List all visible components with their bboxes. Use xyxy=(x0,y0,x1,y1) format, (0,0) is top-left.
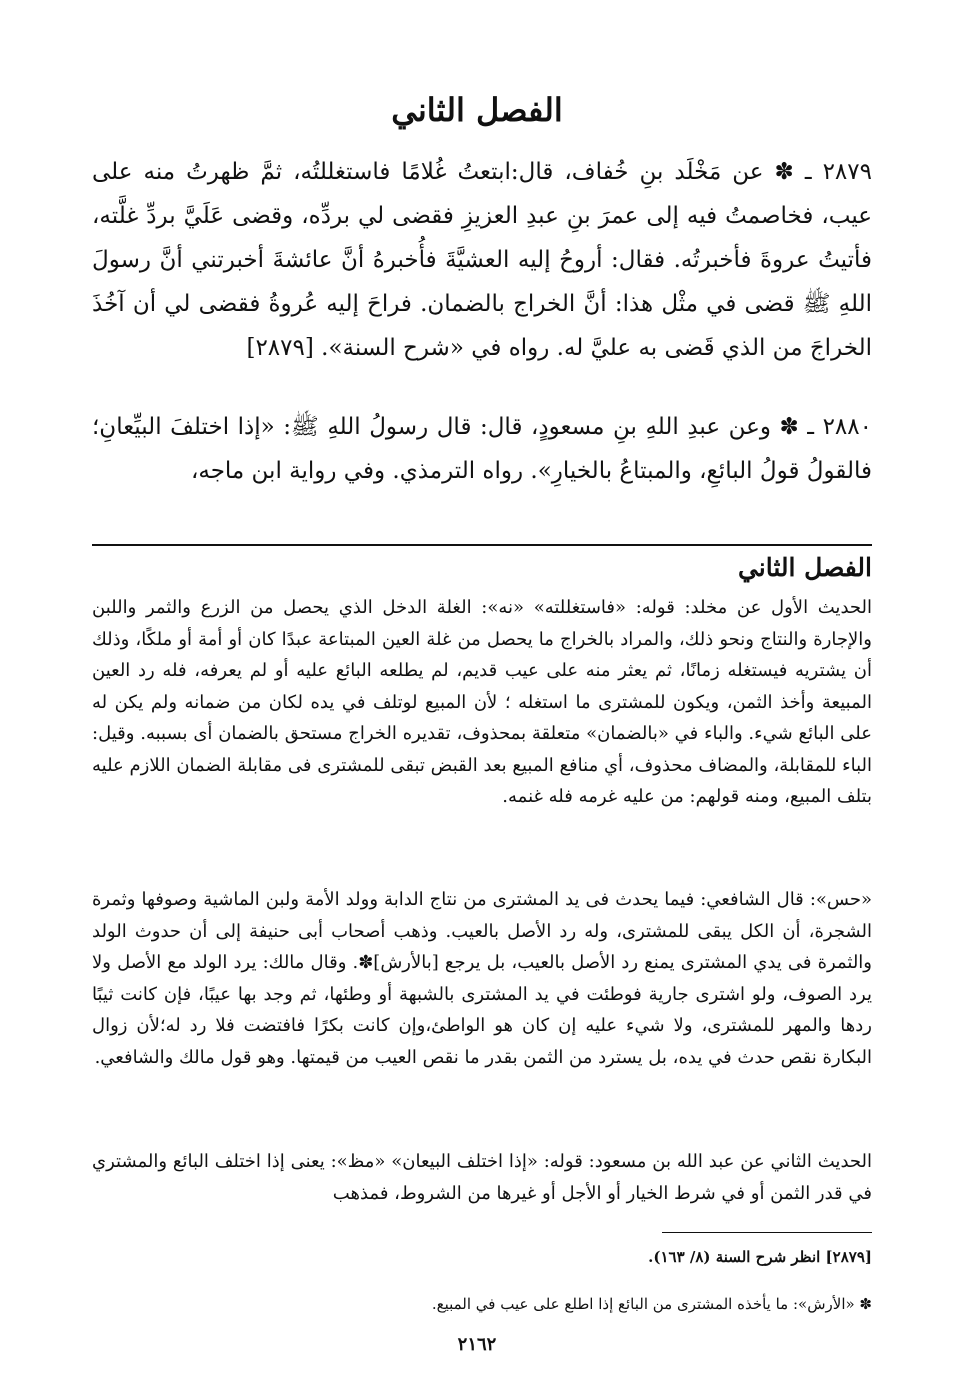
footnote-reference: [٢٨٧٩] انظر شرح السنة (٨/ ١٦٣). xyxy=(648,1248,872,1266)
commentary-paragraph-3: الحديث الثاني عن عبد الله بن مسعود: قوله: «إذا اختلف البيعان» «مظ»: يعنى إذا اختلف البائع والمشتري في قدر الثمن أو في شرط الخيار أو الأجل أو غيرها من الشروط، فمذهب xyxy=(92,1151,872,1204)
footnote-definition: ✽ «الأرش»: ما يأخذه المشترى من البائع إذا اطلع على عيب في المبيع. xyxy=(431,1295,872,1313)
page-number: ٢١٦٢ xyxy=(457,1334,497,1355)
footnote-divider xyxy=(662,1232,872,1233)
chapter-heading: الفصل الثاني xyxy=(391,91,563,129)
commentary-paragraph-2: «حس»: قال الشافعي: فيما يحدث فى يد المشترى من نتاج الدابة وولد الأمة ولبن الماشية وصوفها وثمرة الشجرة، أن الكل يبقى للمشترى، وله رد الأصل بالعيب. وذهب أصحاب أبى حنيفة إلى أن حدوث الولد والثمرة فى يدي المشترى يمنع رد الأصل بالعيب، بل يرجع [بالأرش]✽. وقال مالك: يرد الولد مع الأصل ولا يرد الصوف، ولو اشترى جارية فوطئت في يد المشترى بالشبهة أو وطئها، ثم وجد بها عيبًا، فإن كانت ثيبًا ردها والمهر للمشترى، ولا شيء عليه إن كان هو الواطئ،وإن كانت بكرًا فافتضت فلا رد له؛لأن زوال البكارة نقص حدث في يده، بل يسترد من الثمن بقدر ما نقص العيب من قيمتها. وهو قول مالك والشافعي. xyxy=(92,889,872,1068)
commentary-paragraph-1: الحديث الأول عن مخلد: قوله: «فاستغللته» «نه»: الغلة الدخل الذي يحصل من الزرع والثمر واللبن والإجارة والنتاج ونحو ذلك، والمراد بالخراج ما يحصل من غلة العين المبتاعة عبدًا كان أو أمة أو ملكًا، وذلك أن يشتريه فيستغله زمانًا، ثم يعثر منه على عيب قديم، لم يطلعه البائع عليه أو لم يعرفه، فله رد العين المبيعة وأخذ الثمن، ويكون للمشترى ما استغله ؛ لأن المبيع لوتلف في يده لكان من ضمانه ولم يكن له على البائع شيء. والباء في «بالضمان» متعلقة بمحذوف، تقديره الخراج مستحق بالضمان أى بسببه. وقيل: الباء للمقابلة، والمضاف محذوف، أي منافع المبيع بعد القبض تبقى للمشترى فى مقابلة الضمان اللازم عليه بتلف المبيع، ومنه قولهم: من عليه غرمه فله غنمه. xyxy=(92,597,872,807)
hadith-2879-text: ٢٨٧٩ ـ ✽ عن مَخْلَد بنِ خُفاف، قال:ابتعتُ غُلامًا فاستغللتُه، ثمَّ ظهرتُ منه على عيب، فخاصمتُ فيه إلى عمرَ بنِ عبدِ العزيزِ فقضى لي بردِّه، وقضى عَلَيَّ بردِّ غلَّته، فأتيتُ عروةَ فأخبرتُه. فقال: أروحُ إليه العشيَّةَ فأُخبرهُ أنَّ عائشةَ أخبرتني أنَّ رسولَ اللهِ ﷺ قضى في مثْل هذا: أنَّ الخراج بالضمان. فراحَ إليه عُروةُ فقضى لي أن آخُذَ الخراجَ من الذي قَضى به عليَّ له. رواه في «شرح السنة». [٢٨٧٩] xyxy=(92,159,872,361)
hadith-2880-text: ٢٨٨٠ ـ ✽ وعن عبدِ اللهِ بنِ مسعودٍ، قال: قال رسولُ اللهِ ﷺ: «إذا اختلفَ البيِّعانِ؛ فالقولُ قولُ البائعِ، والمبتاعُ بالخيارِ». رواه الترمذي. وفي رواية ابن ماجه، xyxy=(92,414,872,484)
commentary-heading: الفصل الثاني xyxy=(737,553,872,582)
section-divider xyxy=(92,544,872,546)
